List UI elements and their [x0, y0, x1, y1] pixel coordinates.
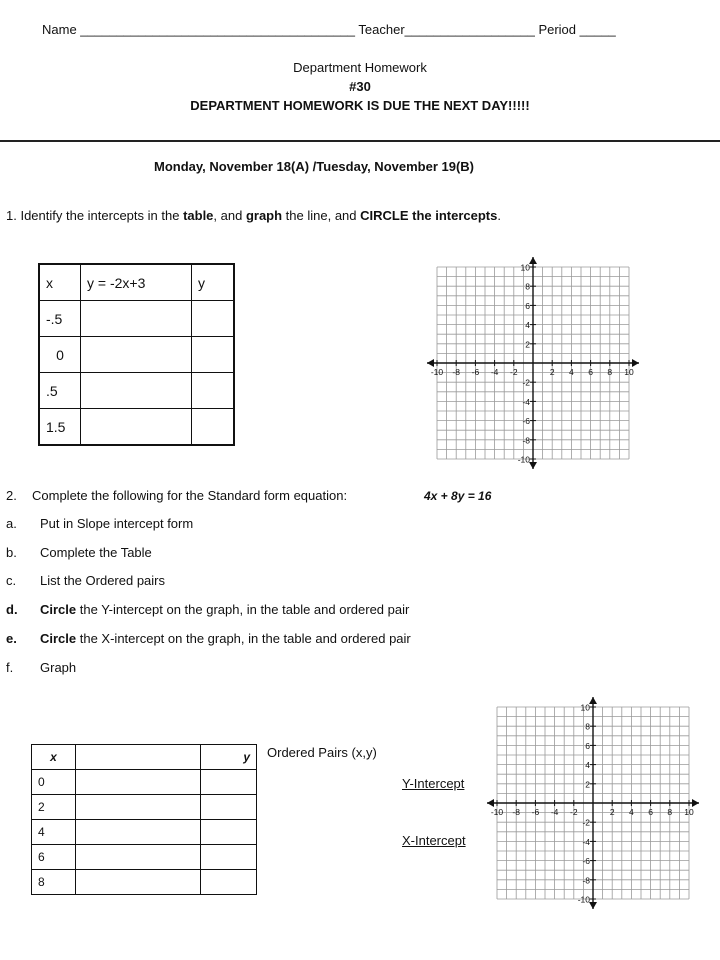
cell-work[interactable]	[76, 820, 201, 845]
y-tick-label: -4	[582, 836, 590, 847]
q2-prompt-text: Complete the following for the Standard form equation:	[32, 488, 348, 503]
q1-prefix: 1. Identify the intercepts in the	[6, 208, 184, 223]
cell-work[interactable]	[76, 845, 201, 870]
list-item	[6, 631, 411, 646]
q2-table	[31, 744, 257, 895]
table-row	[32, 820, 257, 845]
cell-x: .5	[39, 373, 81, 409]
y-tick-label: -6	[582, 856, 590, 867]
table-header-row	[39, 264, 234, 301]
due-notice: DEPARTMENT HOMEWORK IS DUE THE NEXT DAY!!!!!	[190, 98, 530, 113]
y-tick-label: -10	[577, 894, 590, 905]
cell-x: 4	[32, 820, 76, 845]
header-x: x	[39, 264, 81, 301]
cell-y[interactable]	[201, 820, 257, 845]
cell-y[interactable]	[201, 795, 257, 820]
subtitle: Department Homework	[293, 60, 427, 75]
x-tick-label: 6	[648, 807, 653, 817]
table-row	[32, 845, 257, 870]
item-letter: e.	[6, 631, 17, 646]
cell-y[interactable]	[192, 301, 235, 337]
item-text: the Y-intercept on the graph, in the table and ordered pair	[76, 602, 410, 617]
list-item	[6, 516, 193, 531]
x-tick-label: -6	[471, 367, 480, 377]
cell-x: 0	[32, 770, 76, 795]
item-text: Complete the Table	[40, 545, 152, 560]
y-tick-label: -8	[582, 875, 590, 886]
item-letter: a.	[6, 516, 17, 531]
q1-mid1: , and	[213, 208, 246, 223]
x-tick-label: 6	[588, 367, 593, 377]
arrow-right-icon	[692, 799, 699, 807]
cell-x: 1.5	[39, 409, 81, 446]
y-tick-label: 8	[585, 721, 590, 732]
divider	[0, 140, 720, 142]
cell-y[interactable]	[192, 409, 235, 446]
arrow-up-icon	[589, 697, 597, 704]
item-text: Graph	[40, 660, 77, 675]
x-tick-label: 4	[569, 367, 574, 377]
item-letter: b.	[6, 545, 17, 560]
table-row	[39, 301, 234, 337]
list-item	[6, 660, 76, 675]
list-item	[6, 602, 409, 617]
teacher-label: Teacher	[358, 22, 405, 37]
cell-work[interactable]	[81, 373, 192, 409]
cell-y[interactable]	[192, 373, 235, 409]
y-tick-label: 6	[585, 740, 590, 751]
x-tick-label: -4	[490, 367, 499, 377]
y-tick-label: 8	[525, 281, 530, 292]
cell-x: 8	[32, 870, 76, 895]
cell-x: 2	[32, 795, 76, 820]
item-text: Put in Slope intercept form	[40, 516, 194, 531]
cell-x: -.5	[39, 301, 81, 337]
arrow-down-icon	[589, 902, 597, 909]
y-intercept-label[interactable]: Y-Intercept	[402, 776, 465, 791]
cell-x: 0	[39, 337, 81, 373]
cell-x: 6	[32, 845, 76, 870]
q2-prompt	[6, 488, 347, 503]
y-tick-label: -8	[522, 435, 530, 446]
cell-y[interactable]	[192, 337, 235, 373]
item-text: List the Ordered pairs	[40, 573, 166, 588]
y-tick-label: 2	[585, 779, 590, 790]
cell-y[interactable]	[201, 770, 257, 795]
y-tick-label: -2	[582, 817, 590, 828]
cell-work[interactable]	[76, 770, 201, 795]
x-intercept-label[interactable]: X-Intercept	[402, 833, 466, 848]
item-letter: d.	[6, 602, 18, 617]
y-tick-label: 2	[525, 339, 530, 350]
y-tick-label: -2	[522, 377, 530, 388]
y-tick-label: 6	[525, 300, 530, 311]
q1-word-table: table	[183, 208, 214, 223]
q1-end: .	[497, 208, 501, 223]
homework-number: #30	[349, 79, 371, 94]
x-tick-label: -8	[512, 807, 520, 817]
q2-number: 2.	[6, 488, 17, 503]
y-tick-label: 10	[580, 702, 590, 713]
date-line: Monday, November 18(A) /Tuesday, November 19(B)	[153, 159, 475, 174]
table-row	[39, 373, 234, 409]
table-row	[32, 770, 257, 795]
header-x: x	[32, 745, 76, 770]
x-tick-label: -2	[510, 367, 518, 377]
header-equation: y = -2x+3	[81, 264, 192, 301]
cell-work[interactable]	[81, 409, 192, 446]
cell-work[interactable]	[76, 870, 201, 895]
q1-mid2: the line, and	[282, 208, 361, 223]
item-text: the X-intercept on the graph, in the table and ordered pair	[76, 631, 411, 646]
y-tick-label: 4	[585, 760, 590, 771]
q1-table	[38, 263, 235, 446]
item-letter: f.	[6, 660, 14, 675]
cell-work[interactable]	[81, 301, 192, 337]
q1-word-graph: graph	[245, 208, 283, 223]
item-bold: Circle	[40, 631, 77, 646]
cell-y[interactable]	[201, 870, 257, 895]
y-tick-label: -4	[522, 396, 530, 407]
period-label: Period	[538, 22, 577, 37]
arrow-left-icon	[487, 799, 494, 807]
name-label: Name	[42, 22, 77, 37]
y-tick-label: 4	[525, 320, 530, 331]
item-letter: c.	[6, 573, 17, 588]
x-tick-label: 4	[629, 807, 634, 817]
q2-equation: 4x + 8y = 16	[424, 489, 492, 503]
table-row	[39, 409, 234, 446]
header-y: y	[201, 745, 257, 770]
cell-work[interactable]	[81, 337, 192, 373]
cell-work[interactable]	[76, 795, 201, 820]
cell-y[interactable]	[201, 845, 257, 870]
x-tick-label: 2	[609, 807, 615, 817]
table-header-row	[32, 745, 257, 770]
arrow-down-icon	[529, 462, 537, 469]
table-row	[39, 337, 234, 373]
x-tick-label: -10	[430, 367, 444, 377]
coordinate-grid-1[interactable]	[418, 252, 648, 474]
arrow-right-icon	[632, 359, 639, 367]
x-tick-label: 10	[684, 807, 694, 817]
y-tick-label: -10	[517, 454, 530, 465]
coordinate-grid-2[interactable]	[486, 692, 700, 914]
x-tick-label: 10	[624, 367, 634, 377]
header-y: y	[192, 264, 235, 301]
table-row	[32, 795, 257, 820]
list-item	[6, 573, 165, 588]
x-tick-label: -2	[570, 807, 578, 817]
x-tick-label: -4	[550, 807, 559, 817]
x-tick-label: -8	[452, 367, 460, 377]
x-tick-label: 8	[667, 807, 673, 817]
x-tick-label: -6	[531, 807, 540, 817]
q1-prompt	[6, 208, 501, 223]
x-tick-label: 2	[549, 367, 555, 377]
ordered-pairs-label: Ordered Pairs (x,y)	[267, 745, 377, 760]
y-tick-label: 10	[520, 262, 530, 273]
list-item	[6, 545, 152, 560]
arrow-left-icon	[427, 359, 434, 367]
q1-word-circle: CIRCLE the intercepts	[360, 208, 498, 223]
item-bold: Circle	[40, 602, 77, 617]
arrow-up-icon	[529, 257, 537, 264]
x-tick-label: -10	[490, 807, 504, 817]
y-tick-label: -6	[522, 416, 530, 427]
header-fields: Name ______________________________________ Teacher__________________ Period _____	[42, 22, 616, 37]
header-blank	[76, 745, 201, 770]
x-tick-label: 8	[607, 367, 613, 377]
table-row	[32, 870, 257, 895]
